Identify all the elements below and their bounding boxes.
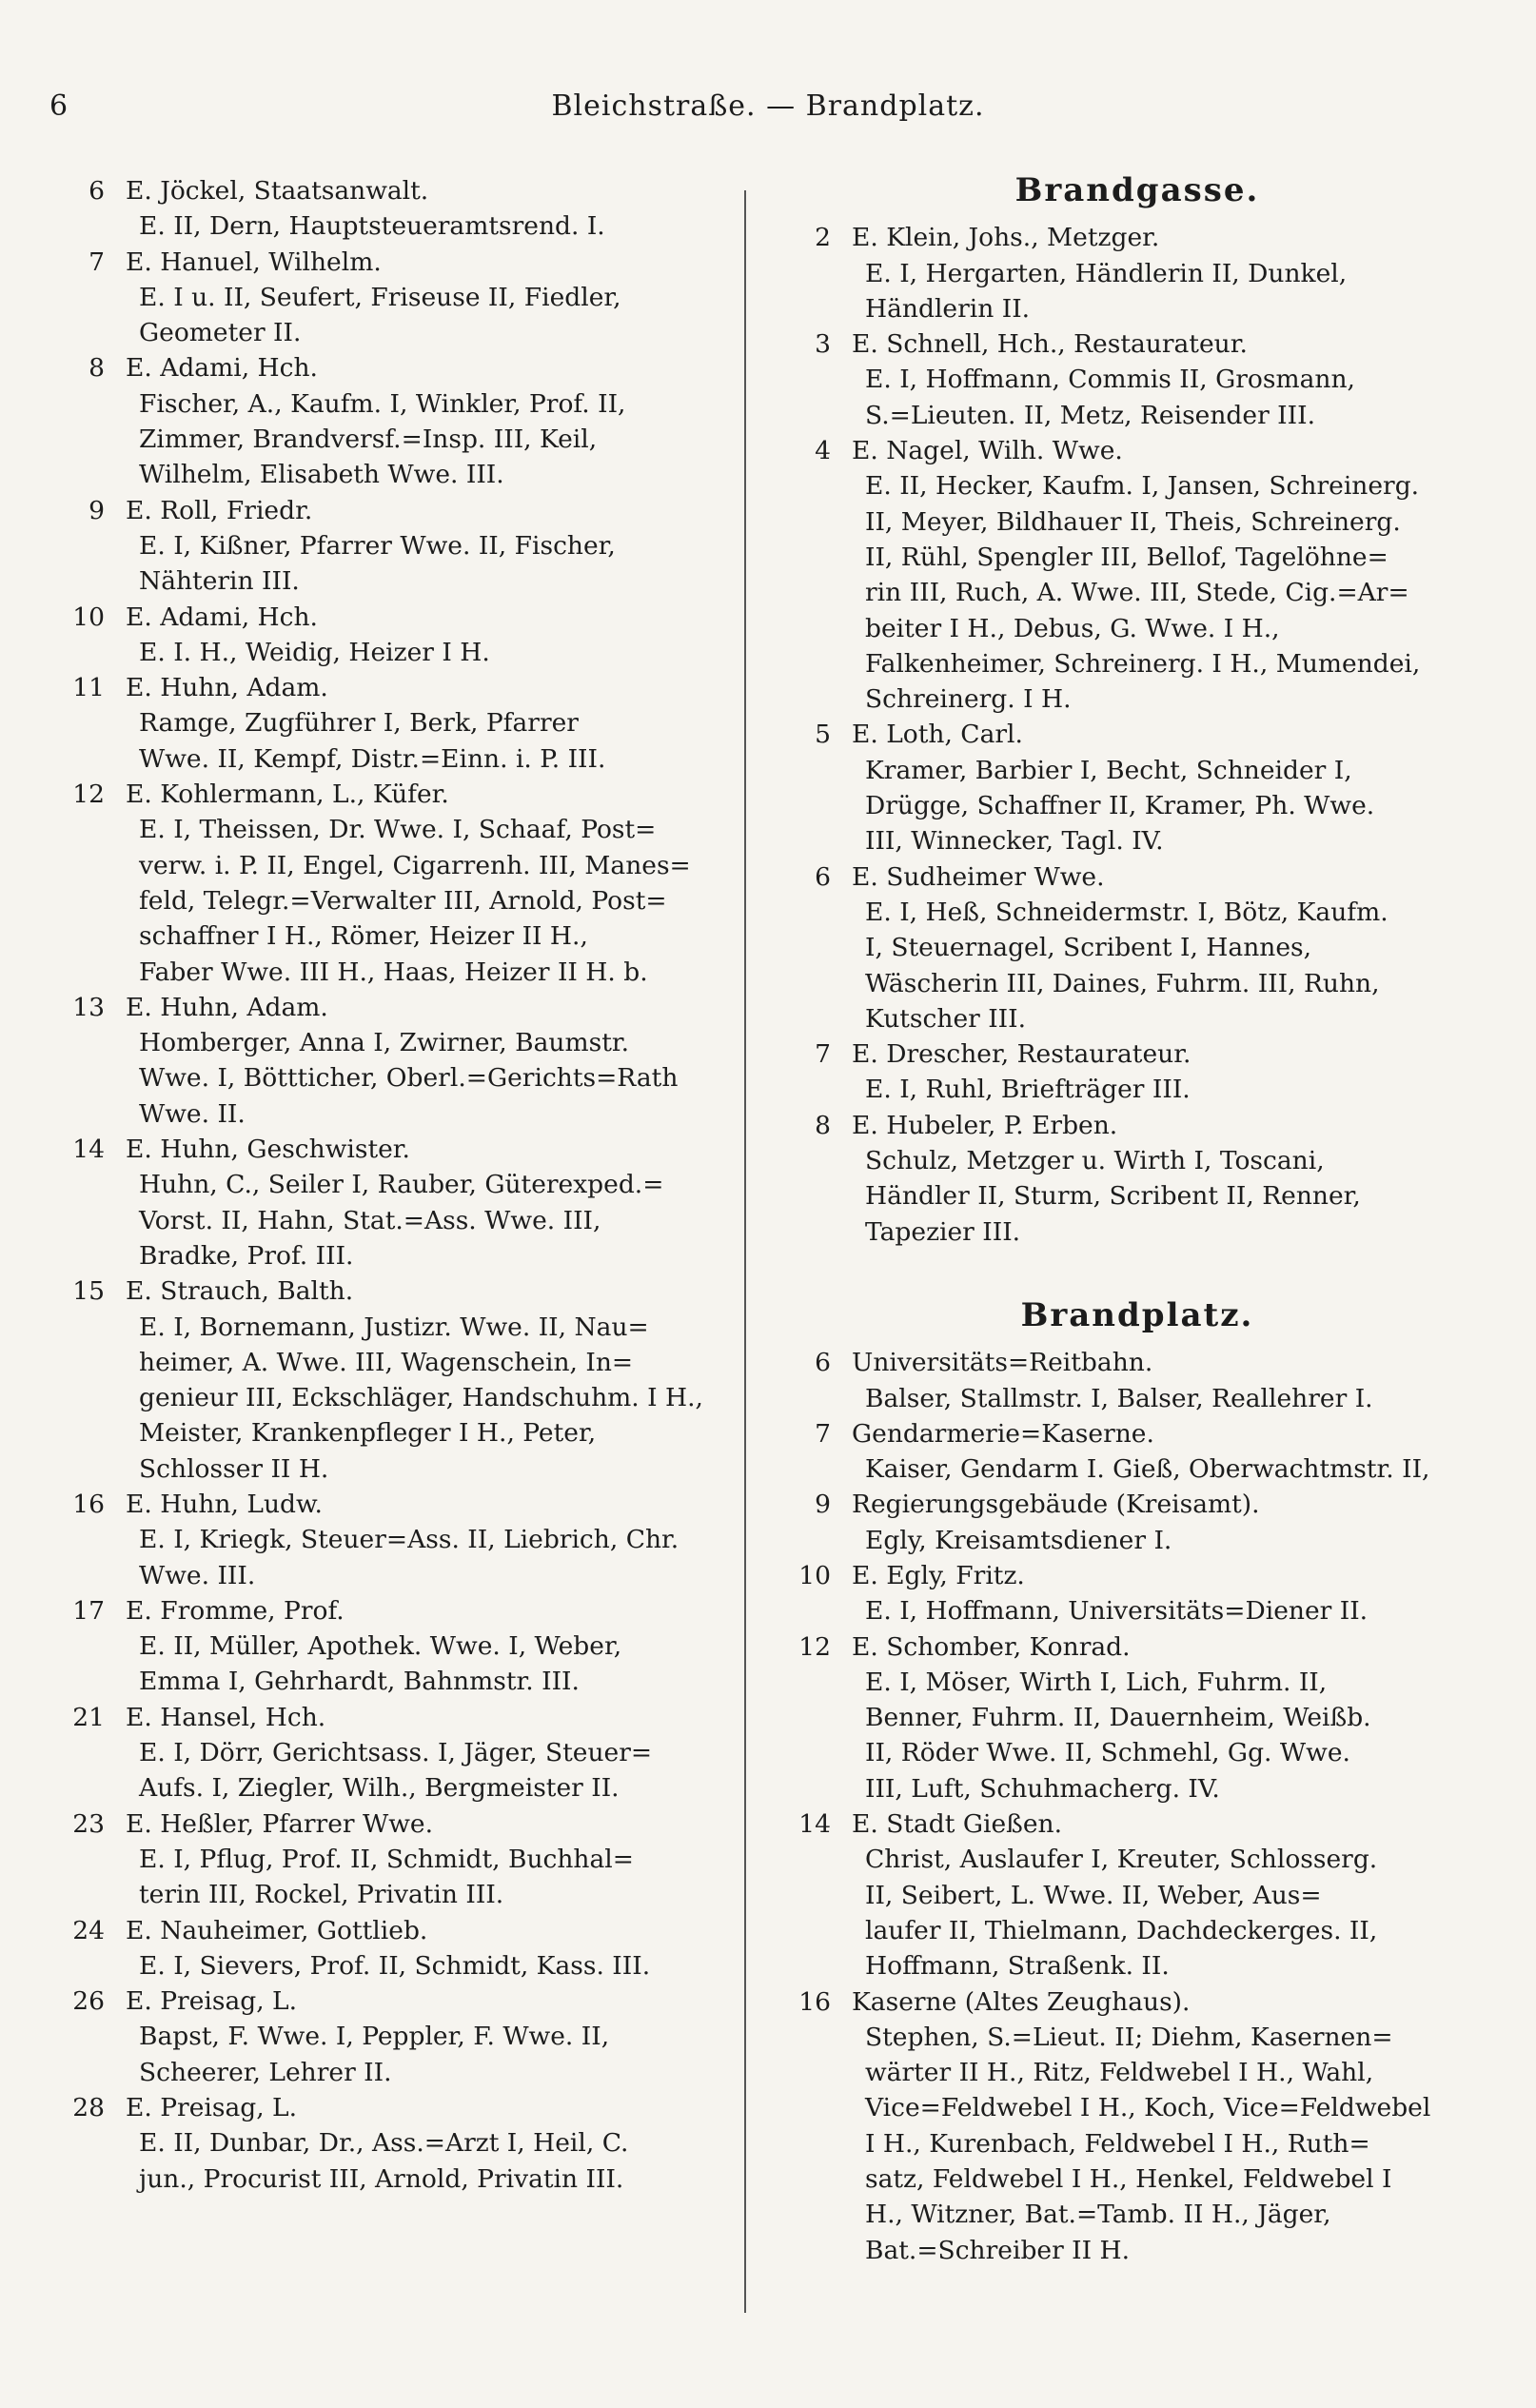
entry-tenant-line: Wwe. II.: [139, 1098, 246, 1129]
entry-owner-line: E. Schomber, Konrad.: [852, 1631, 1131, 1662]
entry-owner-line: Gendarmerie=Kaserne.: [852, 1418, 1154, 1449]
entry-tenant-line: rin III, Ruch, A. Wwe. III, Stede, Cig.=Ar=: [865, 578, 1409, 608]
right-column: [776, 173, 1461, 2268]
entry-tenant-line: Vorst. II, Hahn, Stat.=Ass. Wwe. III,: [139, 1205, 601, 1235]
directory-entry: [49, 1700, 720, 1806]
house-number: 28: [72, 2093, 105, 2123]
house-number: 14: [798, 1809, 831, 1840]
entry-tenant-line: Aufs. I, Ziegler, Wilh., Bergmeister II.: [139, 1773, 620, 1804]
entry-tenant-line: E. I, Heß, Schneidermstr. I, Bötz, Kaufm.: [865, 897, 1388, 927]
house-number: 11: [72, 673, 105, 703]
entry-tenant-line: schaffner I H., Römer, Heizer II H.,: [139, 921, 588, 952]
directory-entry: [776, 717, 1461, 859]
entry-tenant-line: E. II, Müller, Apothek. Wwe. I, Weber,: [139, 1631, 622, 1662]
entry-tenant-line: satz, Feldwebel I H., Henkel, Feldwebel I: [865, 2164, 1392, 2195]
directory-entry: [49, 1273, 720, 1487]
entry-tenant-line: Stephen, S.=Lieut. II; Diehm, Kasernen=: [865, 2022, 1393, 2052]
entry-tenant-line: feld, Telegr.=Verwalter III, Arnold, Post=: [139, 885, 667, 916]
entry-tenant-line: E. II, Dern, Hauptsteueramtsrend. I.: [139, 211, 605, 242]
directory-entry: [776, 1984, 1461, 2268]
directory-entry: [49, 2090, 720, 2197]
house-number: 12: [798, 1631, 831, 1662]
entry-owner-line: E. Nauheimer, Gottlieb.: [126, 1915, 428, 1945]
entry-tenant-line: II, Meyer, Bildhauer II, Theis, Schreinerg.: [865, 506, 1401, 537]
entry-owner-line: E. Kohlermann, L., Küfer.: [126, 780, 449, 810]
directory-entry: [776, 1806, 1461, 1984]
house-number: 12: [72, 780, 105, 810]
running-head: [0, 84, 1536, 131]
entry-owner-line: E. Huhn, Geschwister.: [126, 1135, 410, 1165]
left-column: [49, 173, 720, 2197]
entry-tenant-line: Ramge, Zugführer I, Berk, Pfarrer: [139, 708, 579, 739]
entry-tenant-line: Zimmer, Brandversf.=Insp. III, Keil,: [139, 424, 598, 455]
house-number: 6: [89, 176, 105, 206]
entry-tenant-line: Schlosser II H.: [139, 1453, 329, 1484]
section-heading-brandgasse: Brandgasse.: [1014, 171, 1260, 209]
entry-owner-line: E. Adami, Hch.: [126, 353, 318, 384]
house-number: 26: [72, 1986, 105, 2017]
entry-tenant-line: Händler II, Sturm, Scribent II, Renner,: [865, 1181, 1361, 1212]
directory-entry: [776, 1416, 1461, 1488]
entry-owner-line: E. Fromme, Prof.: [126, 1595, 345, 1626]
entry-owner-line: E. Drescher, Restaurateur.: [852, 1039, 1191, 1070]
entry-tenant-line: E. I. H., Weidig, Heizer I H.: [139, 637, 490, 667]
entry-tenant-line: Scheerer, Lehrer II.: [139, 2057, 392, 2087]
section-heading-brandplatz: Brandplatz.: [1020, 1295, 1254, 1334]
entry-tenant-line: Bat.=Schreiber II H.: [865, 2235, 1131, 2265]
entry-tenant-line: E. I, Kriegk, Steuer=Ass. II, Liebrich, Chr.: [139, 1525, 679, 1555]
house-number: 7: [815, 1418, 831, 1449]
entry-tenant-line: Tapezier III.: [865, 1216, 1021, 1247]
entry-owner-line: Regierungsgebäude (Kreisamt).: [852, 1490, 1260, 1520]
entry-tenant-line: Vice=Feldwebel I H., Koch, Vice=Feldwebel: [865, 2093, 1431, 2123]
entry-tenant-line: E. I, Kißner, Pfarrer Wwe. II, Fischer,: [139, 530, 616, 561]
entry-tenant-line: Schulz, Metzger u. Wirth I, Toscani,: [865, 1146, 1325, 1176]
entry-owner-line: E. Stadt Gießen.: [852, 1809, 1063, 1840]
entry-tenant-line: Meister, Krankenpfleger I H., Peter,: [139, 1418, 597, 1449]
entry-tenant-line: Schreinerg. I H.: [865, 684, 1072, 715]
house-number: 23: [72, 1808, 105, 1839]
entry-tenant-line: Faber Wwe. III H., Haas, Heizer II H. b.: [139, 957, 648, 987]
entry-tenant-line: Christ, Auslaufer I, Kreuter, Schlosserg.: [865, 1845, 1378, 1875]
entry-tenant-line: E. I, Sievers, Prof. II, Schmidt, Kass. III.: [139, 1950, 651, 1981]
directory-entry: [776, 1108, 1461, 1250]
entry-tenant-line: Kramer, Barbier I, Becht, Schneider I,: [865, 755, 1352, 785]
house-number: 6: [815, 861, 831, 892]
entry-tenant-line: E. I, Dörr, Gerichtsass. I, Jäger, Steuer=: [139, 1738, 653, 1768]
entry-owner-line: E. Hubeler, P. Erben.: [852, 1110, 1118, 1140]
house-number: 7: [89, 247, 105, 277]
entry-owner-line: E. Strauch, Balth.: [126, 1276, 354, 1307]
entry-tenant-line: genieur III, Eckschläger, Handschuhm. I H.,: [139, 1383, 703, 1413]
house-number: 13: [72, 992, 105, 1022]
entry-owner-line: E. Huhn, Adam.: [126, 673, 328, 703]
entry-tenant-line: Bradke, Prof. III.: [139, 1240, 354, 1271]
entry-tenant-line: Balser, Stallmstr. I, Balser, Reallehrer I.: [865, 1383, 1373, 1413]
entry-tenant-line: verw. i. P. II, Engel, Cigarrenh. III, Manes=: [139, 850, 691, 880]
directory-entry: [49, 173, 720, 245]
directory-entry: [776, 1629, 1461, 1806]
directory-entry: [776, 220, 1461, 326]
entry-tenant-line: Wwe. I, Böttticher, Oberl.=Gerichts=Rath: [139, 1063, 679, 1094]
entry-owner-line: E. Egly, Fritz.: [852, 1560, 1025, 1590]
house-number: 16: [72, 1489, 105, 1519]
entry-owner-line: E. Nagel, Wilh. Wwe.: [852, 436, 1123, 466]
house-number: 9: [815, 1490, 831, 1520]
entry-tenant-line: laufer II, Thielmann, Dachdeckerges. II,: [865, 1915, 1378, 1945]
directory-entry: [49, 600, 720, 671]
entry-tenant-line: Wäscherin III, Daines, Fuhrm. III, Ruhn,: [865, 968, 1380, 998]
house-number: 7: [815, 1039, 831, 1070]
running-title: Bleichstraße. — Brandplatz.: [551, 89, 985, 123]
entry-tenant-line: E. I, Möser, Wirth I, Lich, Fuhrm. II,: [865, 1667, 1328, 1697]
directory-entry: [49, 493, 720, 600]
entry-tenant-line: E. I, Pflug, Prof. II, Schmidt, Buchhal=: [139, 1844, 634, 1874]
house-number: 6: [815, 1348, 831, 1378]
entry-tenant-line: E. I, Theissen, Dr. Wwe. I, Schaaf, Post=: [139, 815, 657, 845]
entry-tenant-line: III, Luft, Schuhmacherg. IV.: [865, 1773, 1220, 1804]
entry-tenant-line: E. I, Hoffmann, Commis II, Grosmann,: [865, 365, 1355, 395]
column-divider: [744, 190, 746, 2313]
house-number: 2: [815, 223, 831, 253]
entry-owner-line: E. Hanuel, Wilhelm.: [126, 247, 382, 277]
directory-entry: [49, 777, 720, 990]
house-number: 8: [89, 353, 105, 384]
brandplatz-list: [776, 1345, 1461, 2268]
entry-tenant-line: Fischer, A., Kaufm. I, Winkler, Prof. II,: [139, 388, 626, 419]
entry-tenant-line: terin III, Rockel, Privatin III.: [139, 1880, 504, 1910]
directory-entry: [49, 1593, 720, 1700]
directory-entry: [49, 1487, 720, 1593]
entry-tenant-line: beiter I H., Debus, G. Wwe. I H.,: [865, 613, 1280, 643]
entry-tenant-line: Kaiser, Gendarm I. Gieß, Oberwachtmstr. II,: [865, 1454, 1430, 1485]
entry-tenant-line: Wwe. III.: [139, 1560, 256, 1590]
entry-tenant-line: S.=Lieuten. II, Metz, Reisender III.: [865, 400, 1315, 430]
directory-entry: [776, 859, 1461, 1036]
directory-entry: [49, 245, 720, 351]
house-number: 3: [815, 329, 831, 360]
entry-tenant-line: Drügge, Schaffner II, Kramer, Ph. Wwe.: [865, 791, 1375, 821]
house-number: 24: [72, 1915, 105, 1945]
entry-tenant-line: E. I, Hergarten, Händlerin II, Dunkel,: [865, 258, 1348, 288]
entry-tenant-line: wärter II H., Ritz, Feldwebel I H., Wahl,: [865, 2058, 1374, 2088]
entry-tenant-line: H., Witzner, Bat.=Tamb. II H., Jäger,: [865, 2200, 1331, 2230]
directory-entry: [49, 670, 720, 777]
entry-owner-line: E. Klein, Johs., Metzger.: [852, 223, 1160, 253]
entry-tenant-line: Hoffmann, Straßenk. II.: [865, 1951, 1170, 1982]
entry-owner-line: E. Schnell, Hch., Restaurateur.: [852, 329, 1248, 360]
entry-owner-line: E. Loth, Carl.: [852, 720, 1023, 750]
entry-tenant-line: Homberger, Anna I, Zwirner, Baumstr.: [139, 1028, 630, 1058]
house-number: 15: [72, 1276, 105, 1307]
entry-owner-line: E. Huhn, Adam.: [126, 992, 328, 1022]
brandgasse-list: [776, 220, 1461, 1250]
entry-tenant-line: Falkenheimer, Schreinerg. I H., Mumendei,: [865, 648, 1421, 679]
directory-entry: [49, 1132, 720, 1273]
house-number: 8: [815, 1110, 831, 1140]
entry-owner-line: E. Sudheimer Wwe.: [852, 861, 1105, 892]
entry-tenant-line: Wilhelm, Elisabeth Wwe. III.: [139, 460, 504, 490]
house-number: 10: [798, 1560, 831, 1590]
house-number: 21: [72, 1702, 105, 1732]
page-number: 6: [49, 89, 69, 123]
entry-tenant-line: jun., Procurist III, Arnold, Privatin III.: [139, 2163, 624, 2194]
entry-owner-line: E. Heßler, Pfarrer Wwe.: [126, 1808, 434, 1839]
directory-entry: [776, 1558, 1461, 1629]
house-number: 9: [89, 495, 105, 525]
entry-owner-line: Kaserne (Altes Zeughaus).: [852, 1986, 1191, 2017]
house-number: 16: [798, 1986, 831, 2017]
entry-tenant-line: E. I, Hoffmann, Universitäts=Diener II.: [865, 1596, 1369, 1627]
directory-entry: [776, 326, 1461, 433]
entry-tenant-line: Geometer II.: [139, 318, 302, 348]
entry-tenant-line: E. I u. II, Seufert, Friseuse II, Fiedler,: [139, 282, 621, 312]
entry-owner-line: E. Preisag, L.: [126, 2093, 298, 2123]
directory-entry: [49, 1913, 720, 1984]
entry-tenant-line: Wwe. II, Kempf, Distr.=Einn. i. P. III.: [139, 743, 606, 774]
entry-tenant-line: E. II, Hecker, Kaufm. I, Jansen, Schreinerg.: [865, 471, 1420, 502]
entry-tenant-line: II, Rühl, Spengler III, Bellof, Tagelöhne=: [865, 542, 1388, 572]
entry-tenant-line: E. II, Dunbar, Dr., Ass.=Arzt I, Heil, C.: [139, 2128, 629, 2159]
entry-tenant-line: Nähterin III.: [139, 566, 300, 597]
entry-tenant-line: heimer, A. Wwe. III, Wagenschein, In=: [139, 1347, 634, 1377]
house-number: 5: [815, 720, 831, 750]
directory-entry: [49, 350, 720, 492]
directory-entry: [49, 1806, 720, 1913]
entry-tenant-line: III, Winnecker, Tagl. IV.: [865, 826, 1164, 857]
entry-tenant-line: E. I, Bornemann, Justizr. Wwe. II, Nau=: [139, 1312, 649, 1342]
entry-tenant-line: Emma I, Gehrhardt, Bahnmstr. III.: [139, 1667, 580, 1697]
directory-entry: [776, 1036, 1461, 1108]
directory-entry: [776, 1345, 1461, 1416]
entry-tenant-line: II, Röder Wwe. II, Schmehl, Gg. Wwe.: [865, 1738, 1350, 1768]
entry-tenant-line: Bapst, F. Wwe. I, Peppler, F. Wwe. II,: [139, 2022, 610, 2052]
entry-tenant-line: Kutscher III.: [865, 1003, 1027, 1034]
entry-tenant-line: Egly, Kreisamtsdiener I.: [865, 1525, 1172, 1555]
house-number: 10: [72, 602, 105, 632]
entry-tenant-line: E. I, Ruhl, Briefträger III.: [865, 1075, 1191, 1105]
entry-tenant-line: Benner, Fuhrm. II, Dauernheim, Weißb.: [865, 1703, 1371, 1733]
entry-tenant-line: I, Steuernagel, Scribent I, Hannes,: [865, 933, 1312, 963]
entry-owner-line: Universitäts=Reitbahn.: [852, 1348, 1153, 1378]
directory-entry: [776, 433, 1461, 717]
entry-tenant-line: Huhn, C., Seiler I, Rauber, Güterexped.=: [139, 1170, 664, 1200]
directory-entry: [49, 990, 720, 1132]
entry-tenant-line: I H., Kurenbach, Feldwebel I H., Ruth=: [865, 2128, 1370, 2159]
entry-owner-line: E. Hansel, Hch.: [126, 1702, 326, 1732]
entry-owner-line: E. Preisag, L.: [126, 1986, 298, 2017]
entry-tenant-line: Händlerin II.: [865, 293, 1031, 324]
entry-owner-line: E. Roll, Friedr.: [126, 495, 313, 525]
house-number: 14: [72, 1135, 105, 1165]
entry-owner-line: E. Huhn, Ludw.: [126, 1489, 323, 1519]
house-number: 4: [815, 436, 831, 466]
house-number: 17: [72, 1595, 105, 1626]
entry-tenant-line: II, Seibert, L. Wwe. II, Weber, Aus=: [865, 1880, 1322, 1910]
directory-entry: [776, 1487, 1461, 1558]
directory-entry: [49, 1984, 720, 2090]
entry-owner-line: E. Adami, Hch.: [126, 602, 318, 632]
entry-owner-line: E. Jöckel, Staatsanwalt.: [126, 176, 429, 206]
